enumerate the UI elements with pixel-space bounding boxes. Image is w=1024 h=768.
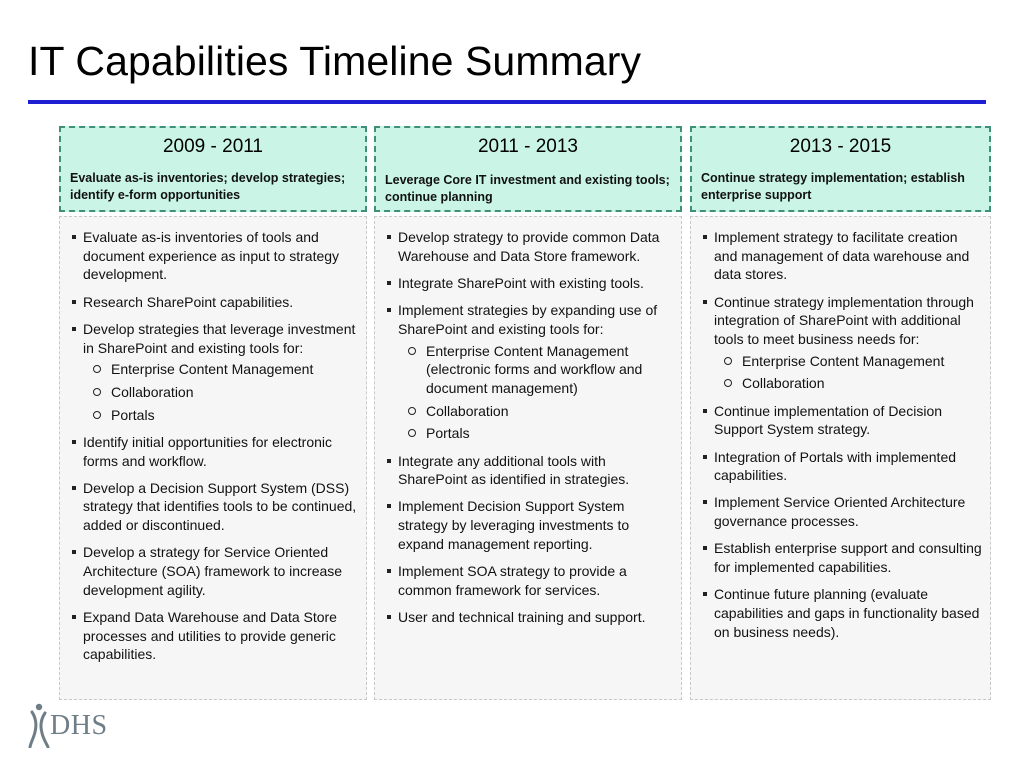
bullet-item xyxy=(386,608,673,627)
column-years: 2013 - 2015 xyxy=(789,136,892,157)
sub-bullet-item: Collaboration xyxy=(722,374,982,393)
bullet-text: Integration of Portals with implemented capabilities. xyxy=(714,448,957,484)
sub-bullet-item: Portals xyxy=(406,424,673,443)
bullet-text: Continue strategy implementation through integration of SharePoint with additional tools to meet business needs for: xyxy=(714,293,974,348)
bullet-item xyxy=(702,585,982,641)
bullet-item xyxy=(702,402,982,439)
bullet-text: Develop a strategy for Service Oriented Architecture (SOA) framework to increase development agility. xyxy=(83,544,343,598)
column-header xyxy=(374,126,682,212)
sub-bullet-item: Collaboration xyxy=(91,383,358,402)
bullet-item xyxy=(71,293,358,312)
bullet-list xyxy=(60,217,366,664)
slide-title: IT Capabilities Timeline Summary xyxy=(28,38,642,84)
bullet-item xyxy=(386,497,673,553)
bullet-item xyxy=(71,320,358,425)
bullet-text: Evaluate as-is inventories of tools and document experience as input to strategy development. xyxy=(83,229,340,283)
bullet-text: Develop a Decision Support System (DSS) strategy that identifies tools to be continued, added or discontinued. xyxy=(83,479,357,534)
bullet-item xyxy=(386,228,673,265)
bullet-text: Research SharePoint capabilities. xyxy=(83,293,294,310)
sub-bullet-list xyxy=(714,352,982,393)
bullet-text: Integrate any additional tools with SharePoint as identified in strategies. xyxy=(398,452,630,488)
bullet-item xyxy=(386,301,673,443)
title-divider xyxy=(28,100,986,104)
bullet-text: Establish enterprise support and consulting for implemented capabilities. xyxy=(714,540,982,576)
timeline-columns xyxy=(59,126,991,700)
column-subtitle: Evaluate as-is inventories; develop strategies; identify e-form opportunities xyxy=(70,171,346,202)
column-header xyxy=(690,126,991,212)
timeline-column-2 xyxy=(374,126,682,700)
bullet-item xyxy=(702,539,982,576)
bullet-text: Integrate SharePoint with existing tools. xyxy=(398,274,644,291)
timeline-column-3 xyxy=(690,126,991,700)
column-years: 2011 - 2013 xyxy=(477,136,578,157)
bullet-item xyxy=(386,452,673,489)
sub-bullet-list xyxy=(83,360,358,424)
sub-bullet-item: Enterprise Content Management (electronic forms and workflow and document management) xyxy=(406,342,673,398)
dhs-logo xyxy=(28,702,128,748)
bullet-item xyxy=(71,228,358,284)
column-subtitle: Continue strategy implementation; establish enterprise support xyxy=(701,171,965,202)
sub-bullet-item: Enterprise Content Management xyxy=(722,352,982,371)
bullet-item xyxy=(702,228,982,284)
column-header xyxy=(59,126,367,212)
bullet-text: Continue implementation of Decision Support System strategy. xyxy=(714,402,943,438)
bullet-item xyxy=(71,433,358,470)
column-years: 2009 - 2011 xyxy=(162,136,263,157)
bullet-item xyxy=(702,293,982,394)
bullet-list xyxy=(375,217,681,627)
column-subtitle: Leverage Core IT investment and existing tools; continue planning xyxy=(385,173,670,204)
bullet-text: Implement SOA strategy to provide a common framework for services. xyxy=(398,563,627,598)
bullet-text: Implement strategies by expanding use of SharePoint and existing tools for: xyxy=(398,302,658,337)
bullet-text: Continue future planning (evaluate capabilities and gaps in functionality based on business needs). xyxy=(714,586,980,640)
bullet-text: Expand Data Warehouse and Data Store processes and utilities to provide generic capabilities. xyxy=(83,608,337,663)
bullet-item xyxy=(702,493,982,530)
bullet-item xyxy=(386,562,673,599)
bullet-item xyxy=(71,543,358,599)
bullet-item xyxy=(386,274,673,293)
column-body xyxy=(374,216,682,700)
bullet-list xyxy=(691,217,990,641)
bullet-item xyxy=(71,608,358,664)
bullet-text: Identify initial opportunities for electronic forms and workflow. xyxy=(83,433,333,469)
bullet-text: Develop strategy to provide common Data Warehouse and Data Store framework. xyxy=(398,229,660,264)
bullet-item xyxy=(71,479,358,535)
dhs-figure-icon xyxy=(28,702,52,748)
bullet-text: Develop strategies that leverage investment in SharePoint and existing tools for: xyxy=(83,320,356,356)
sub-bullet-item: Enterprise Content Management xyxy=(91,360,358,379)
bullet-item xyxy=(702,448,982,485)
sub-bullet-item: Portals xyxy=(91,406,358,425)
column-body xyxy=(59,216,367,700)
column-body xyxy=(690,216,991,700)
bullet-text: Implement Service Oriented Architecture governance processes. xyxy=(714,494,966,530)
dhs-logo-text: DHS xyxy=(50,710,108,741)
sub-bullet-list xyxy=(398,342,673,444)
bullet-text: Implement Decision Support System strategy by leveraging investments to expand management reporting. xyxy=(398,498,630,552)
timeline-column-1 xyxy=(59,126,367,700)
sub-bullet-item: Collaboration xyxy=(406,402,673,421)
bullet-text: Implement strategy to facilitate creation and management of data warehouse and data stores. xyxy=(714,229,970,283)
bullet-text: User and technical training and support. xyxy=(398,608,646,625)
